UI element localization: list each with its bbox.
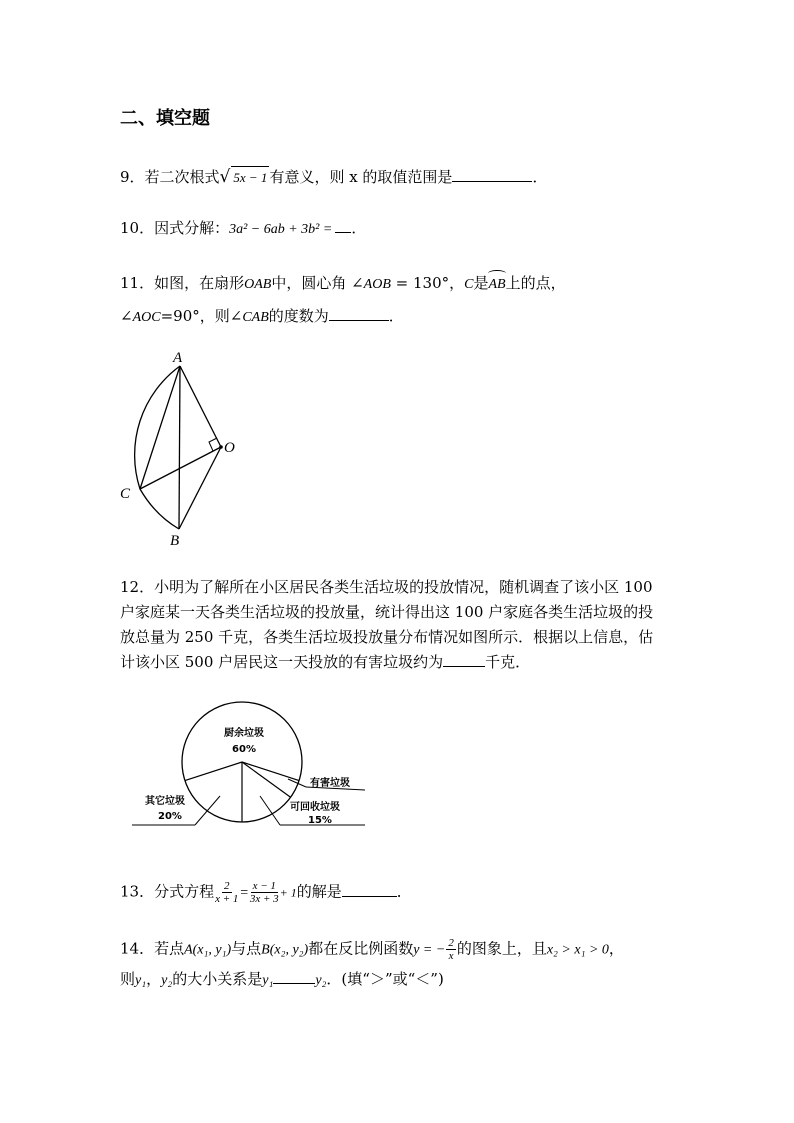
q14-func-denominator: x [448,950,454,962]
q11-angle-aoc: AOC [132,310,161,325]
q9-answer-blank[interactable] [452,167,532,182]
q13-equals: = [239,885,249,901]
q12-line-2: 户家庭某一天各类生活垃圾的投放量，统计得出这 100 户家庭各类生活垃圾的投 [120,603,654,621]
q11-angle-aob: AOB [363,277,391,292]
q14-comma: ， [146,970,162,988]
segment-ao [180,366,221,447]
segment-bo [179,447,221,529]
q14-text-d: 的图象上，且 [456,939,547,958]
q14-text-f: 则 [120,970,136,988]
q11-angle-cab: CAB [242,310,269,325]
q11-text-h: 的度数为 [268,307,329,325]
q14-y2-compare: y₂ [315,973,327,988]
q9-radicand: 5x − 1 [231,166,269,189]
question-14-line-1 [120,937,624,962]
q11-point-c: C [464,277,474,292]
pie-chart [120,700,380,835]
q10-answer-blank[interactable] [335,218,351,233]
q11-answer-blank[interactable] [329,306,389,321]
q13-f2-numerator: x − 1 [252,880,276,892]
question-14-line-2 [120,968,444,992]
slice-label-hazardous: 有害垃圾 [310,778,350,789]
q10-end: ． [351,219,367,237]
q14-text-b: 与点 [231,939,262,958]
q14-answer-blank[interactable] [273,969,315,984]
center-point-o [219,445,223,449]
q12-text-b: 千克． [485,653,531,671]
slice-label-kitchen: 厨余垃圾 [224,728,264,739]
q11-arc-ab: AB [488,274,505,296]
q14-function-fraction [446,937,456,962]
q11-text-a: 11．如图，在扇形 [120,274,245,292]
q14-y1-compare: y₁ [262,973,274,988]
q13-end: ． [396,882,412,901]
q12-text-a: 计该小区 500 户居民这一天投放的有害垃圾约为 [120,653,444,671]
question-9 [120,166,547,189]
q11-sector-name: OAB [244,277,272,292]
q11-text-e: 上的点， [505,274,566,292]
q12-line-1: 12．小明为了解所在小区居民各类生活垃圾的投放情况，随机调查了该小区 100 [120,578,653,596]
slice-label-recyclable: 可回收垃圾 [290,802,340,813]
q13-f1-numerator: 2 [224,880,230,892]
slice-percent-recyclable: 15% [308,815,332,826]
q14-condition: x₂ > x₁ > 0 [546,942,609,958]
q14-y1: y₁ [135,973,147,988]
q13-fraction-1 [215,880,238,905]
q9-suffix: 有意义，则 x 的取值范围是 [269,168,453,186]
label-c: C [120,486,131,502]
question-11-line-2 [120,305,404,329]
question-13 [120,880,412,905]
q11-text-c: = 130°， [390,274,465,292]
q9-end: ． [532,168,548,186]
q11-text-g: =90°，则∠ [160,307,243,325]
segment-ab [179,366,180,529]
sector-figure [110,340,250,550]
q10-prefix: 10．因式分解： [120,219,230,237]
q9-prefix: 9．若二次根式 [120,168,220,186]
q11-text-d: 是 [473,274,489,292]
question-10 [120,217,366,241]
q12-line-4 [120,651,530,673]
q14-func-numerator: 2 [448,937,454,949]
slice-percent-kitchen: 60% [232,744,256,755]
q13-answer-blank[interactable] [342,882,397,897]
q11-text-f: ∠ [120,307,133,325]
section-title: 二、填空题 [120,108,210,129]
q13-f1-denominator: x + 1 [215,893,239,905]
q14-text-c: 都在反比例函数 [308,939,414,958]
q10-expression: 3a² − 6ab + 3b² = [229,222,333,237]
label-a: A [173,350,183,366]
slice-percent-other: 20% [158,811,182,822]
q14-y2: y₂ [161,973,173,988]
q14-text-h: ．(填“＞”或“＜”) [326,970,444,988]
q13-suffix: 的解是 [296,882,342,901]
q12-line-3: 放总量为 250 千克，各类生活垃圾投放量分布情况如图所示．根据以上信息，估 [120,628,654,646]
sector-arc [135,366,180,529]
q14-text-a: 14．若点 [120,939,185,958]
q13-plus-one: + 1 [279,885,297,900]
q11-text-b: 中，圆心角 ∠ [271,274,364,292]
q13-prefix: 13．分式方程 [120,882,215,901]
slice-label-other: 其它垃圾 [145,796,185,807]
q13-f2-denominator: 3x + 3 [249,893,279,905]
q14-point-a: A(x₁, y₁) [184,942,232,958]
label-b: B [170,533,180,549]
label-o: O [224,440,235,456]
q14-text-g: 的大小关系是 [172,970,263,988]
q14-point-b: B(x₂, y₂) [261,942,309,958]
sqrt-sign: √ [219,167,231,187]
q12-answer-blank[interactable] [443,652,485,667]
q14-function-lhs: y = − [413,942,446,958]
q13-fraction-2 [250,880,279,905]
q11-end: ． [388,307,404,325]
question-11-line-1 [120,272,566,296]
q14-text-e: ， [608,939,624,958]
